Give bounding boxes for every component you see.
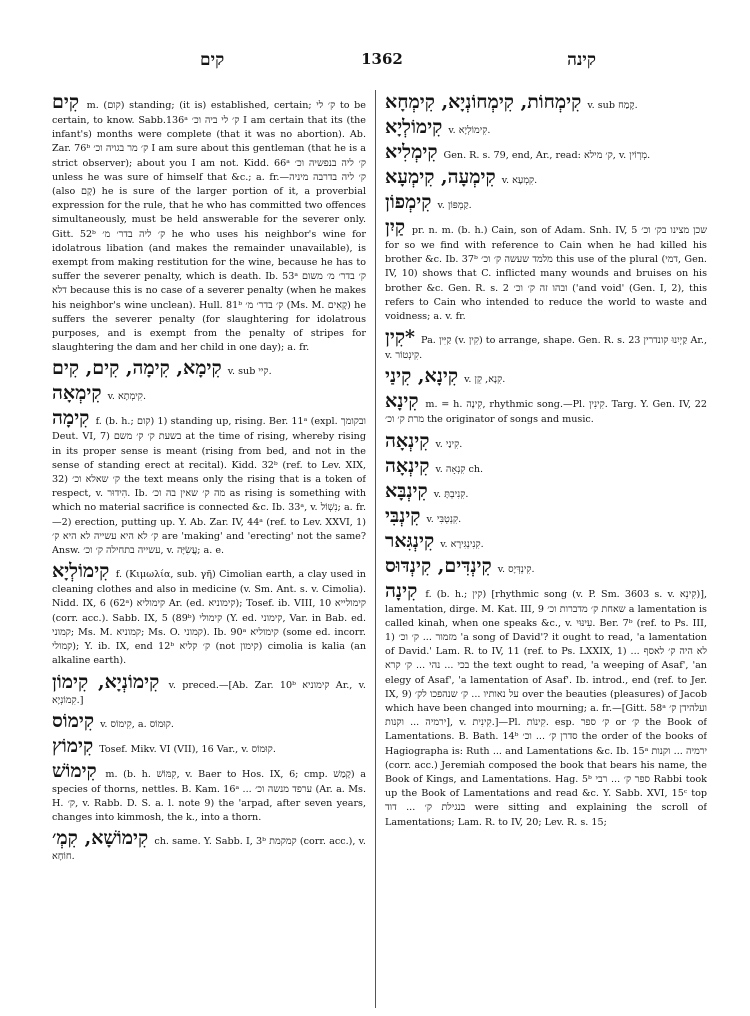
entry-definition: v. קִינַי. bbox=[435, 438, 463, 450]
entry-definition: v. קִנְטְבִּי. bbox=[426, 513, 462, 525]
entry-headword: קִימְעָה, קִימְעָא bbox=[385, 166, 496, 188]
entry-headword: קַיִן bbox=[385, 216, 405, 238]
dictionary-entry bbox=[52, 559, 366, 668]
dictionary-entry bbox=[385, 429, 707, 453]
dictionary-entry bbox=[385, 215, 707, 324]
entry-headword: קִימוֹץ bbox=[52, 734, 94, 757]
entry-headword: קִינְגִּאר bbox=[385, 529, 435, 552]
entry-headword: קִימוֹלְיָא bbox=[385, 116, 443, 138]
dictionary-entry bbox=[385, 504, 707, 528]
dictionary-entry bbox=[52, 734, 366, 758]
entry-headword: *קִין bbox=[385, 326, 415, 349]
entry-definition: f. (b. h.; קום) 1) standing up, rising. Ber. 11ᵃ (expl. ובקומך Deut. VI, 7) בשעת ק׳ ק׳ משם at the time of rising, whereby rising in its proper sense is meant (rising from bed, and not in the sense of standing erect at recital). Kidd. 32ᵇ (ref. to Lev. XIX, 32) ק׳ שאלא וכ׳ the text means only the rising that is a token of respect, v. הִידוּר. Ib. מה ק׳ שאין בה וכ׳ as rising is something with which no material sacrifice is connected &c. Ib. 33ᵃ, v. נִשְׁוֹל; a. fr.—2) erection, putting up. Y. Ab. Zar. IV, 44ᵃ (ref. to Lev. XXVI, 1) ק׳ לא היא עשייה לא היא ק׳ are 'making' and 'erecting' not the same? Answ. עשייה בתחילה ק׳ וכ׳, v. עֲשִׂיָּה; a. e. bbox=[52, 416, 366, 557]
entry-definition: v. preced.—[Ab. Zar. 10ᵇ קימוניא Ar., v. קִמוֹנְיָא.] bbox=[52, 679, 366, 706]
entry-definition: v. קִנְאָה ch. bbox=[435, 463, 484, 475]
entry-definition: v. sub קיי. bbox=[227, 366, 272, 378]
entry-headword: קִימְאָה bbox=[52, 382, 102, 405]
entry-definition: Tosef. Mikv. VI (VII), 16 Var., v. קוּמוֹס. bbox=[99, 743, 276, 755]
page-header bbox=[52, 50, 712, 76]
entry-definition: v. קִנָא, קֵן. bbox=[464, 374, 506, 386]
dictionary-entry bbox=[385, 579, 707, 830]
dictionary-entry bbox=[52, 90, 366, 355]
entry-definition: f. (Κιμωλία, sub. γῆ) Cimolian earth, a clay used in cleaning clothes and also in medicine (v. Sm. Ant. s. v. Cimolia). Nidd. IX, 6 (62ᵃ) קימוליא Ar. (ed. קימוניא); Tosef. ib. VIII, 10 קימולייא (corr. acc.). Sabb. IX, 5 (89ᵇ) קימולי (Y. ed. קימוני, Var. in Bab. ed. קמוני; Ms. M. קמוניא; Ms. O. קמוני). Ib. 90ᵃ קימוליא (some ed. incorr. קמולי); Y. ib. IX, end 12ᵇ ק׳ קליא (not קימון) cimolia is kalia (an alkaline earth). bbox=[52, 569, 366, 667]
entry-definition: v. קִינְדְּיָס. bbox=[497, 563, 535, 575]
entry-headword: קִימוֹס bbox=[52, 709, 95, 732]
entry-headword: קִימְחוֹת, קִימְחוֹנְיָא, קִימְחָא bbox=[385, 91, 582, 113]
entry-headword: קִימוֹשׁ bbox=[52, 759, 97, 782]
dictionary-entry bbox=[385, 479, 707, 503]
entry-headword: קִימְלִיא bbox=[385, 141, 438, 163]
right-running-head: קינה bbox=[567, 50, 596, 70]
entry-definition: f. (b. h.; קין) [rhythmic song (v. P. Sm. 3603 s. v. קִינְא)], lamentation, dirge. M. Kat. III, 9 שאחת ק׳ מדברות וכ׳ a lamentation is called kinah, when one speaks &c., v. עִינּוּי. Ber. 7ᵇ (ref. to Ps. III, 1) מזמור ... ק׳ וכ׳ 'a song of David'? it ought to read, 'a lamentation of David.' Lam. R. to IV, 11 (ref. to Ps. LXXIX, 1) לא היה ק׳ לאסף ... בכי ... נהי ... ק׳ קרא the text ought to read, 'a weeping of Asaf', 'an elegy of Asaf', 'a lamentation of Asaf'. Ib. introd., end (ref. to Jer. IX, 9) על נאותיו ... ק׳ שנהפכו לק׳ over the beauties (pleasures) of Jacob which have been changed into mourning; a. fr.—[Gitt. 58ᵃ ועלהידן ק׳ ירמיה ... וקנות], v. קִינִית.]—Pl. קִינוֹת. esp. ק׳ ספר or ק׳ the Book of Lamentations. B. Bath. 14ᵇ סדרן ק׳ ... וכ׳ the order of the books of Hagiographa is: Ruth ... and Lamentations &c. Ib. 15ᵃ ירמיה ... וקנות (corr. acc.) Jeremiah composed the book that bears his name, the Book of Kings, and Lamentations. Hag. 5ᵇ ספר ק׳ ... רבי Rabbi took up the Book of Lamentations and read &c. Y. Sabb. XVI, 15ᶜ top בנגילת ק׳ ... דוד were sitting and explaining the scroll of Lamentations; Lam. R. to IV, 20; Lev. R. s. 15; bbox=[385, 588, 707, 828]
left-column bbox=[52, 90, 366, 1008]
entry-headword: קִימוֹשָׁא, קִמְ׳ bbox=[52, 827, 149, 850]
entry-headword: קִים bbox=[52, 91, 80, 113]
entry-definition: v. קִנִיבְתָּ. bbox=[433, 488, 469, 500]
entry-definition: v. קִימְתָא. bbox=[107, 391, 147, 403]
entry-definition: m. (b. h. קִמּוֹשׁ, v. Baer to Hos. IX, 6; cmp. קָמַשׁ) a species of thorns, nettles. B. Kam. 16ᵃ ... ערפד מנשה וכ׳ (Ar. a. Ms. H. ק׳, v. Rabb. D. S. a. l. note 9) the 'arpad, after seven years, changes into kimmosh, the k., into a thorn. bbox=[52, 768, 366, 824]
dictionary-entry bbox=[385, 364, 707, 388]
dictionary-entry bbox=[52, 670, 366, 708]
dictionary-entry bbox=[385, 529, 707, 553]
entry-definition: v. קַמְפּוֹן. bbox=[437, 200, 472, 211]
right-column bbox=[385, 90, 707, 1008]
entry-definition: Pa. קַיִּין (v. קִין) to arrange, shape. Gen. R. s. 23 קַיְיִנוּ קונדרין Ar., v. קִינְטוֹר. bbox=[385, 335, 707, 362]
dictionary-entry bbox=[52, 381, 366, 405]
dictionary-entry bbox=[52, 709, 366, 733]
left-running-head: קים bbox=[200, 50, 225, 70]
entry-headword: קִינְבָּא bbox=[385, 479, 428, 502]
dictionary-entry bbox=[385, 325, 707, 363]
dictionary-entry bbox=[385, 165, 707, 189]
entry-definition: v. קִנִינְגִּירָא. bbox=[440, 538, 484, 550]
entry-definition: ch. same. Y. Sabb. I, 3ᵇ קמקמת (corr. acc.), v. חוֹחָא. bbox=[52, 836, 366, 863]
dictionary-entry bbox=[385, 90, 707, 114]
entry-headword: קִינָא, קִינַי bbox=[385, 365, 459, 388]
entry-definition: v. קִמְעָא. bbox=[501, 175, 538, 186]
dictionary-entry bbox=[52, 406, 366, 558]
dictionary-entry bbox=[385, 554, 707, 578]
entry-headword: קִימְפוֹן bbox=[385, 191, 432, 213]
entry-definition: v. קִימוֹלְיָא. bbox=[448, 125, 491, 136]
dictionary-entry bbox=[52, 356, 366, 380]
dictionary-entry bbox=[52, 759, 366, 826]
entry-headword: קִימוֹנְיָא, קִימוֹן bbox=[52, 670, 160, 693]
dictionary-entry bbox=[52, 826, 366, 864]
dictionary-entry bbox=[385, 190, 707, 214]
entry-definition: m. = h. קִינָה, rhythmic song.—Pl. קִינִין. Targ. Y. Gen. IV, 22 מרת ק׳ וכ׳ the originator of songs and music. bbox=[385, 399, 707, 426]
dictionary-entry bbox=[385, 140, 707, 164]
entry-headword: קִינְדִּים, קִינְדּוּס bbox=[385, 554, 492, 577]
entry-headword: קִימָה bbox=[52, 407, 90, 430]
entry-definition: v. קִימוֹס, a. קוּמוֹס. bbox=[100, 718, 174, 730]
entry-headword: קִינָא bbox=[385, 390, 419, 413]
entry-headword: קִינְבִּי bbox=[385, 504, 421, 527]
entry-headword: קִינָה bbox=[385, 579, 418, 602]
page-number: 1362 bbox=[361, 50, 403, 68]
dictionary-entry bbox=[385, 115, 707, 139]
entry-definition: v. sub קֶמַח. bbox=[587, 100, 638, 111]
entry-definition: m. (קום) standing; (it is) established, certain; ק׳ לי to be certain, to know. Sabb.136ᵃ ק׳ לי ביה וכ׳ I am certain that its (the infant's) months were complete (that it was no abortion). Ab. Zar. 76ᵇ ק׳ מר בגויה וכ׳ I am sure about this gentleman (that he is a strict observer); about you I am not. Kidd. 66ᵃ ק׳ ליה בנפשיה וכ׳ unless he was sure of himself that &c.; a. fr.—ק׳ ליה בדרבה מיניה (also קָם) he is sure of the larger portion of it, a proverbial expression for the rule, that he who has committed two offences simultaneously, must be held answerable for the severer only. Gitt. 52ᵇ ק׳ ליה בדר׳ מ׳ he who uses his neighbor's wine for idolatrous libation (and makes the remainder unavailable), is exempt from making restitution for the wine, because he has to suffer the severer penalty, which is death. Ib. 53ᵃ ק׳ בדר׳ מ׳ משום דלא because this is no case of a severer penalty (when he makes his neighbor's wine unclean). Hull. 81ᵇ ק׳ בדר׳ מ׳ (Ms. M. קָאִים) he suffers the severer penalty (for slaughtering for idolatrous purposes, and is exempt from the penalty of stripes for slaughtering the dam and her child in one day); a. fr. bbox=[52, 100, 366, 354]
entry-headword: קִינְאָה bbox=[385, 454, 430, 477]
entry-definition: pr. n. m. (b. h.) Cain, son of Adam. Snh. IV, 5 שכן מצינו בק׳ וכ׳ for so we find with reference to Cain when he had killed his brother &c. Ib. 37ᵇ מלמד שעשה ק׳ וכ׳ this use of the plural (דמי, Gen. IV, 10) shows that C. inflicted many wounds and bruises on his brother &c. Gen. R. s. 2 ובהו זה ק׳ וכ׳ ('and void' (Gen. I, 2), this refers to Cain who intended to reduce the world to waste and voidness; a. v. fr. bbox=[385, 225, 707, 323]
dictionary-entry bbox=[385, 454, 707, 478]
column-divider bbox=[375, 90, 376, 1008]
entry-definition: Gen. R. s. 79, end, Ar., read: ק׳ מילא, v. מְרְוֹין. bbox=[443, 150, 651, 161]
entry-headword: קִימָא, קִימָה, קִים, קִים bbox=[52, 357, 222, 380]
dictionary-entry bbox=[385, 389, 707, 427]
entry-headword: קִינְאָה bbox=[385, 429, 430, 452]
entry-headword: קִימוֹלְיָא bbox=[52, 560, 110, 583]
